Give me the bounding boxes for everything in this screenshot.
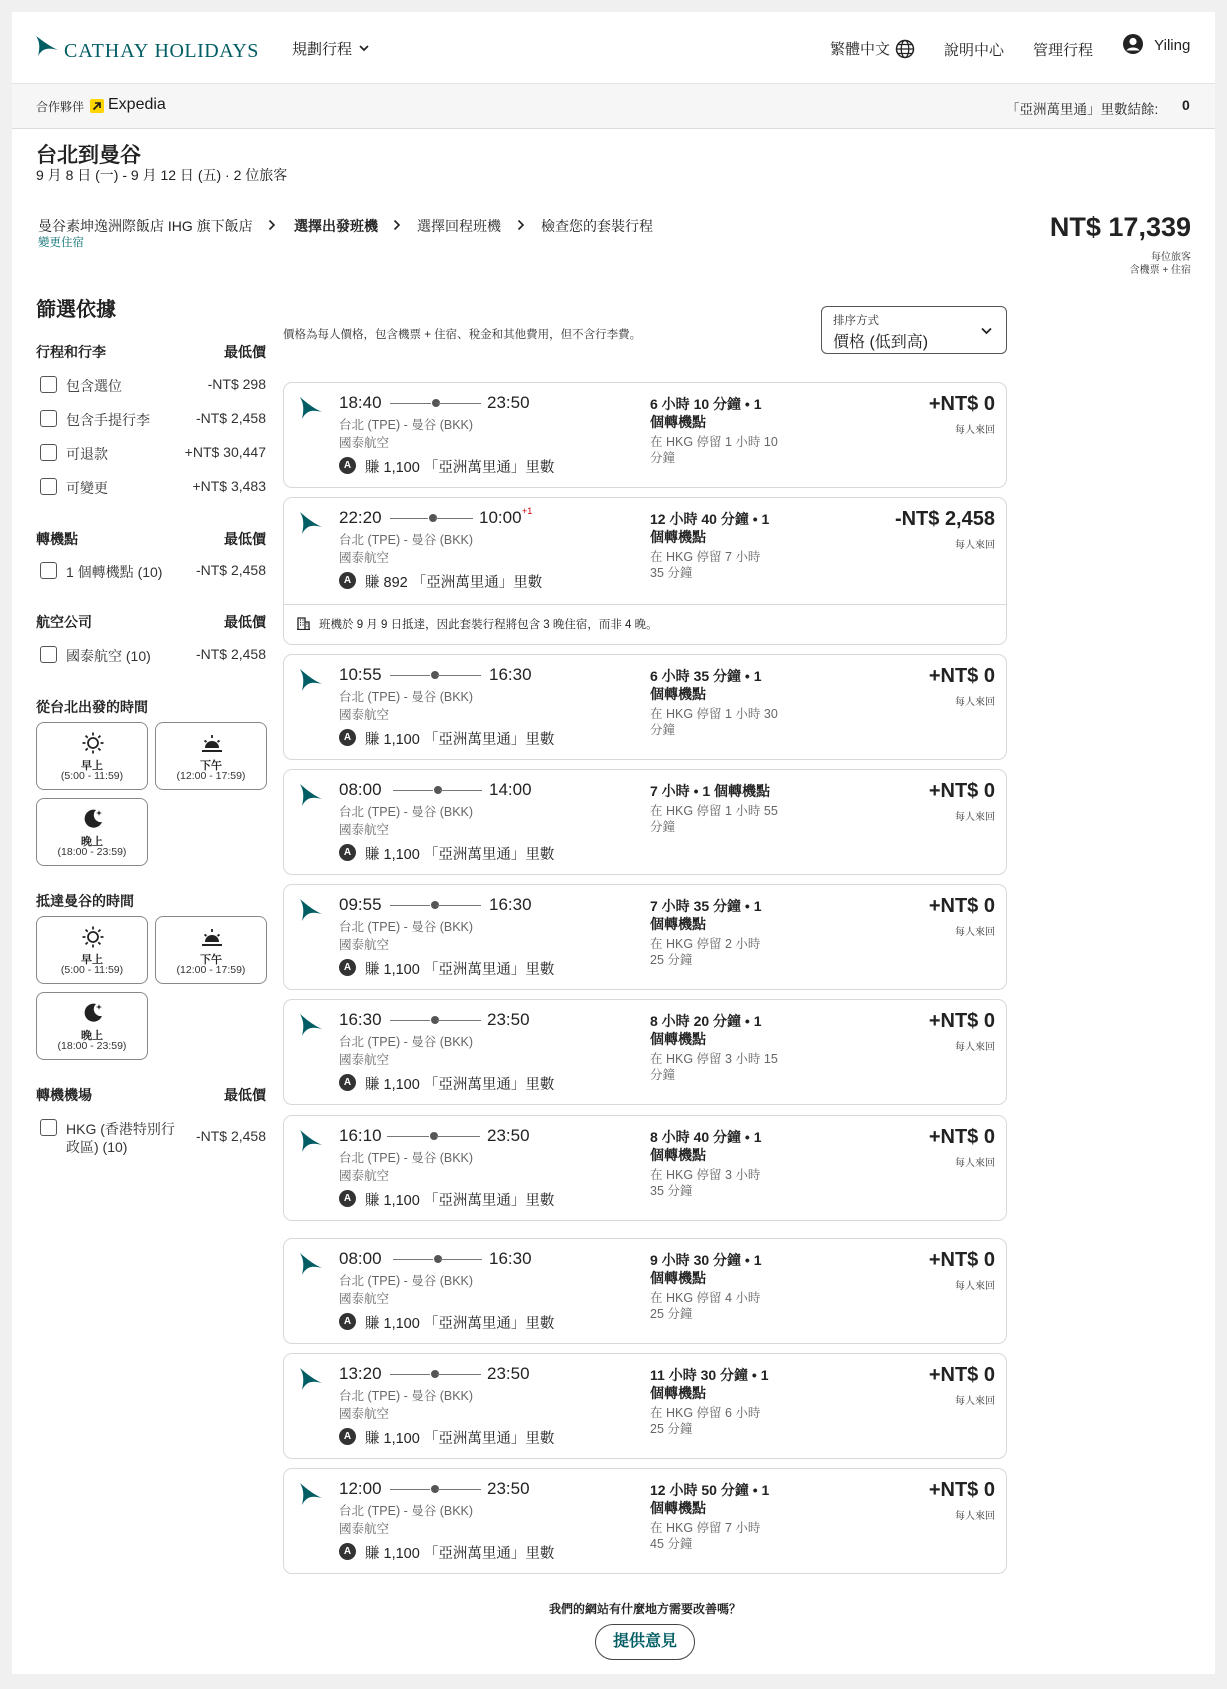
arrive-time: 14:00 bbox=[489, 780, 532, 799]
flight-route: 台北 (TPE) - 曼谷 (BKK) bbox=[339, 1274, 474, 1288]
brand-suffix: HOLIDAYS bbox=[154, 40, 259, 62]
flight-duration bbox=[650, 1012, 780, 1048]
route-line bbox=[393, 1259, 433, 1260]
feedback-question: 我們的網站有什麼地方需要改善嗎？ bbox=[548, 1602, 741, 1616]
arrive-time: 10:00 bbox=[479, 508, 522, 527]
route-line bbox=[440, 790, 482, 791]
moon-icon bbox=[81, 1001, 105, 1025]
filter-lowest-label: 最低價 bbox=[224, 344, 266, 360]
depart-time: 09:55 bbox=[339, 895, 382, 914]
filter-option-price: -NT$ 2,458 bbox=[195, 410, 266, 426]
layover-line1: 在 HKG 停留 6 小時 bbox=[650, 1406, 761, 1420]
filter-lowest-label: 最低價 bbox=[224, 1087, 266, 1103]
flight-card[interactable] bbox=[283, 884, 1007, 990]
filter-option-label: 可退款 bbox=[66, 446, 108, 462]
time-label: 下午 bbox=[200, 760, 222, 772]
miles-earned: 賺 1,100 「亞洲萬里通」里數 bbox=[365, 460, 555, 476]
duration-line2: 個轉機點 bbox=[650, 1031, 706, 1047]
checkbox[interactable] bbox=[40, 478, 57, 495]
arrive-time: 23:50 bbox=[487, 1479, 530, 1498]
flight-card[interactable] bbox=[283, 999, 1007, 1105]
layover-line2: 25 分鐘 bbox=[650, 1422, 693, 1436]
flight-route: 台北 (TPE) - 曼谷 (BKK) bbox=[339, 920, 474, 934]
asia-miles-icon: A bbox=[339, 1543, 356, 1560]
trip-dates: 9 月 8 日 (一) - 9 月 12 日 (五) · 2 位旅客 bbox=[36, 167, 288, 183]
route-line bbox=[436, 1136, 480, 1137]
checkbox[interactable] bbox=[40, 1119, 57, 1136]
partner-bar bbox=[12, 84, 1215, 129]
time-range: (18:00 - 23:59) bbox=[57, 1040, 127, 1052]
plan-trip-label: 規劃行程 bbox=[292, 41, 353, 58]
flight-card[interactable] bbox=[283, 1468, 1007, 1574]
filter-depart-time-title: 從台北出發的時間 bbox=[36, 699, 148, 715]
arrive-time: 23:50 bbox=[487, 1010, 530, 1029]
top-navigation bbox=[12, 12, 1215, 84]
filter-stops-title: 轉機點 bbox=[36, 531, 78, 547]
route-line bbox=[437, 905, 481, 906]
filter-title: 篩選依據 bbox=[36, 299, 116, 321]
duration-line1: 6 小時 10 分鐘 • 1 bbox=[650, 396, 762, 412]
duration-line2: 個轉機點 bbox=[650, 916, 706, 932]
flight-airline: 國泰航空 bbox=[339, 551, 390, 565]
asia-miles-icon: A bbox=[339, 1074, 356, 1091]
sun-icon bbox=[81, 731, 105, 755]
arrive-time: 23:50 bbox=[487, 1126, 530, 1145]
filter-option-label: HKG (香港特別行 bbox=[66, 1121, 175, 1137]
layover-info bbox=[650, 1290, 785, 1322]
flight-price: +NT$ 0 bbox=[928, 1479, 995, 1501]
cathay-airline-icon bbox=[298, 1251, 324, 1279]
filter-baggage-title: 行程和行李 bbox=[36, 344, 106, 360]
duration-line2: 個轉機點 bbox=[650, 1270, 706, 1286]
duration-line1: 7 小時 35 分鐘 • 1 bbox=[650, 898, 762, 914]
layover-info bbox=[650, 1051, 785, 1083]
layover-line2: 分鐘 bbox=[650, 723, 676, 737]
filter-option-label-line2: 政區) (10) bbox=[66, 1139, 128, 1155]
time-label: 下午 bbox=[200, 954, 222, 966]
flight-price: +NT$ 0 bbox=[928, 1249, 995, 1271]
layover-info bbox=[650, 936, 785, 968]
flight-airline: 國泰航空 bbox=[339, 938, 390, 952]
asia-miles-icon: A bbox=[339, 959, 356, 976]
partner-name: Expedia bbox=[108, 96, 166, 113]
flight-duration bbox=[650, 1366, 780, 1402]
arrival-notice: 班機於 9 月 9 日抵達，因此套裝行程將包含 3 晚住宿，而非 4 晚。 bbox=[319, 619, 658, 631]
miles-earned: 賺 1,100 「亞洲萬里通」里數 bbox=[365, 1546, 555, 1562]
sunset-icon bbox=[200, 925, 224, 949]
flight-price: +NT$ 0 bbox=[928, 1126, 995, 1148]
price-per-person: 每人來回 bbox=[955, 812, 995, 823]
price-per-person: 每人來回 bbox=[955, 540, 995, 551]
flight-card[interactable] bbox=[283, 654, 1007, 760]
depart-time: 22:20 bbox=[339, 508, 382, 527]
flight-route: 台北 (TPE) - 曼谷 (BKK) bbox=[339, 533, 474, 547]
flight-route: 台北 (TPE) - 曼谷 (BKK) bbox=[339, 418, 474, 432]
asia-miles-icon: A bbox=[339, 1428, 356, 1445]
price-per-person: 每人來回 bbox=[955, 1396, 995, 1407]
flight-duration bbox=[650, 395, 780, 431]
flight-route: 台北 (TPE) - 曼谷 (BKK) bbox=[339, 1389, 474, 1403]
flight-price: +NT$ 0 bbox=[928, 1010, 995, 1032]
depart-morning-button[interactable] bbox=[36, 722, 148, 790]
cathay-logo[interactable] bbox=[34, 32, 264, 66]
partner-label: 合作夥伴 bbox=[36, 100, 85, 114]
duration-line1: 8 小時 40 分鐘 • 1 bbox=[650, 1129, 762, 1145]
flight-route: 台北 (TPE) - 曼谷 (BKK) bbox=[339, 805, 474, 819]
layover-line2: 35 分鐘 bbox=[650, 566, 693, 580]
cathay-airline-icon bbox=[298, 667, 324, 695]
time-range: (5:00 - 11:59) bbox=[60, 964, 124, 976]
filter-arrive-time-title: 抵達曼谷的時間 bbox=[36, 893, 134, 909]
layover-line2: 45 分鐘 bbox=[650, 1537, 693, 1551]
chevron-right-icon bbox=[268, 219, 276, 231]
layover-info bbox=[650, 549, 785, 581]
route-line bbox=[390, 1489, 430, 1490]
flight-price: +NT$ 0 bbox=[928, 1364, 995, 1386]
total-price: NT$ 17,339 bbox=[1049, 212, 1191, 242]
flight-price: +NT$ 0 bbox=[928, 393, 995, 415]
flight-duration bbox=[650, 510, 780, 546]
flight-airline: 國泰航空 bbox=[339, 1407, 390, 1421]
layover-info bbox=[650, 803, 785, 835]
depart-time: 12:00 bbox=[339, 1479, 382, 1498]
price-per-person: 每人來回 bbox=[955, 927, 995, 938]
depart-time: 16:30 bbox=[339, 1010, 382, 1029]
route-line bbox=[390, 518, 428, 519]
cathay-airline-icon bbox=[298, 1128, 324, 1156]
miles-balance-value: 0 bbox=[1182, 97, 1190, 113]
layover-line2: 25 分鐘 bbox=[650, 1307, 693, 1321]
route-line bbox=[437, 675, 481, 676]
time-label: 早上 bbox=[81, 954, 103, 966]
route-line bbox=[440, 1259, 482, 1260]
filter-option-label: 包含手提行李 bbox=[66, 412, 150, 428]
breadcrumb-step-return: 選擇回程班機 bbox=[417, 218, 501, 234]
layover-line2: 分鐘 bbox=[650, 451, 676, 465]
sun-icon bbox=[81, 925, 105, 949]
cathay-airline-icon bbox=[298, 782, 324, 810]
duration-line1: 12 小時 50 分鐘 • 1 bbox=[650, 1482, 770, 1498]
filter-option-price: -NT$ 2,458 bbox=[195, 646, 266, 662]
globe-icon bbox=[895, 39, 915, 59]
asia-miles-icon: A bbox=[339, 1190, 356, 1207]
miles-earned: 賺 1,100 「亞洲萬里通」里數 bbox=[365, 1316, 555, 1332]
duration-line2: 個轉機點 bbox=[650, 414, 706, 430]
brushwing-icon bbox=[34, 34, 60, 60]
asia-miles-icon: A bbox=[339, 1313, 356, 1330]
filter-option-price: -NT$ 2,458 bbox=[195, 1128, 266, 1144]
total-price-per: 每位旅客 bbox=[1151, 252, 1191, 263]
price-per-person: 每人來回 bbox=[955, 425, 995, 436]
flight-airline: 國泰航空 bbox=[339, 1522, 390, 1536]
chevron-down-icon bbox=[981, 327, 992, 335]
miles-earned: 賺 1,100 「亞洲萬里通」里數 bbox=[365, 847, 555, 863]
flight-duration bbox=[650, 897, 780, 933]
route-line bbox=[437, 1374, 481, 1375]
arrive-time: 16:30 bbox=[489, 895, 532, 914]
miles-earned: 賺 892 「亞洲萬里通」里數 bbox=[365, 575, 543, 591]
price-per-person: 每人來回 bbox=[955, 1158, 995, 1169]
layover-line1: 在 HKG 停留 7 小時 bbox=[650, 550, 761, 564]
arrive-afternoon-button[interactable] bbox=[155, 916, 267, 984]
route-line bbox=[387, 1136, 429, 1137]
flight-duration bbox=[650, 1128, 780, 1164]
layover-info bbox=[650, 706, 785, 738]
depart-time: 08:00 bbox=[339, 1249, 382, 1268]
brand-name: CATHAY bbox=[64, 40, 149, 62]
flight-duration bbox=[650, 1251, 780, 1287]
flight-airline: 國泰航空 bbox=[339, 1292, 390, 1306]
filter-option-label: 國泰航空 (10) bbox=[66, 648, 151, 664]
miles-earned: 賺 1,100 「亞洲萬里通」里數 bbox=[365, 732, 555, 748]
layover-line1: 在 HKG 停留 2 小時 bbox=[650, 937, 761, 951]
duration-line1: 9 小時 30 分鐘 • 1 bbox=[650, 1252, 762, 1268]
time-range: (18:00 - 23:59) bbox=[57, 846, 127, 858]
flight-price: +NT$ 0 bbox=[928, 780, 995, 802]
breadcrumb-step-review: 檢查您的套裝行程 bbox=[541, 218, 653, 234]
arrive-time: 16:30 bbox=[489, 665, 532, 684]
card-divider bbox=[284, 604, 1006, 605]
flight-airline: 國泰航空 bbox=[339, 436, 390, 450]
layover-line1: 在 HKG 停留 1 小時 55 bbox=[650, 804, 778, 818]
layover-line2: 分鐘 bbox=[650, 1068, 676, 1082]
flight-route: 台北 (TPE) - 曼谷 (BKK) bbox=[339, 690, 474, 704]
flight-card[interactable] bbox=[283, 1353, 1007, 1459]
layover-info bbox=[650, 434, 785, 466]
layover-info bbox=[650, 1520, 785, 1552]
chevron-down-icon bbox=[359, 45, 369, 52]
filter-option-label: 可變更 bbox=[66, 480, 108, 496]
filter-option-price: -NT$ 2,458 bbox=[195, 562, 266, 578]
duration-line1: 12 小時 40 分鐘 • 1 bbox=[650, 511, 770, 527]
sort-label: 排序方式 bbox=[833, 315, 879, 327]
route-line bbox=[393, 790, 433, 791]
price-note: 價格為每人價格，包含機票 + 住宿、稅金和其他費用，但不含行李費。 bbox=[283, 329, 642, 341]
flight-card[interactable] bbox=[283, 1115, 1007, 1221]
filter-lowest-label: 最低價 bbox=[224, 614, 266, 630]
miles-balance-label: 「亞洲萬里通」里數結餘: bbox=[1006, 102, 1159, 117]
flight-airline: 國泰航空 bbox=[339, 708, 390, 722]
cathay-airline-icon bbox=[298, 1366, 324, 1394]
cathay-airline-icon bbox=[298, 897, 324, 925]
sunset-icon bbox=[200, 731, 224, 755]
layover-info bbox=[650, 1405, 785, 1437]
layover-line1: 在 HKG 停留 3 小時 bbox=[650, 1168, 761, 1182]
moon-icon bbox=[81, 807, 105, 831]
layover-line1: 在 HKG 停留 1 小時 10 bbox=[650, 435, 778, 449]
user-account-menu[interactable] bbox=[1122, 33, 1190, 55]
layover-line1: 在 HKG 停留 4 小時 bbox=[650, 1291, 761, 1305]
language-selector[interactable] bbox=[830, 38, 915, 59]
duration-line2: 個轉機點 bbox=[650, 686, 706, 702]
duration-line2: 個轉機點 bbox=[650, 1500, 706, 1516]
language-label: 繁體中文 bbox=[830, 41, 891, 58]
expedia-logo-icon bbox=[90, 99, 104, 113]
flight-airline: 國泰航空 bbox=[339, 1053, 390, 1067]
checkbox[interactable] bbox=[40, 444, 57, 461]
price-per-person: 每人來回 bbox=[955, 1042, 995, 1053]
hotel-building-icon bbox=[297, 617, 310, 630]
arrive-time: 23:50 bbox=[487, 393, 530, 412]
price-per-person: 每人來回 bbox=[955, 697, 995, 708]
filter-option-label: 1 個轉機點 (10) bbox=[66, 564, 163, 580]
depart-time: 18:40 bbox=[339, 393, 382, 412]
checkbox[interactable] bbox=[40, 376, 57, 393]
flight-route: 台北 (TPE) - 曼谷 (BKK) bbox=[339, 1504, 474, 1518]
flight-duration bbox=[650, 667, 780, 703]
flight-card[interactable] bbox=[283, 382, 1007, 488]
duration-line1: 8 小時 20 分鐘 • 1 bbox=[650, 1013, 762, 1029]
user-avatar-icon bbox=[1122, 33, 1144, 55]
chevron-right-icon bbox=[517, 219, 525, 231]
cathay-airline-icon bbox=[298, 1012, 324, 1040]
layover-line2: 35 分鐘 bbox=[650, 1184, 693, 1198]
flight-duration bbox=[650, 1481, 780, 1517]
filter-airline-title: 航空公司 bbox=[36, 614, 92, 630]
flight-card[interactable] bbox=[283, 769, 1007, 875]
route-line bbox=[390, 905, 430, 906]
miles-earned: 賺 1,100 「亞洲萬里通」里數 bbox=[365, 1077, 555, 1093]
flight-price: +NT$ 0 bbox=[928, 665, 995, 687]
total-price-includes: 含機票 + 住宿 bbox=[1129, 265, 1191, 276]
chevron-right-icon bbox=[393, 219, 401, 231]
cathay-airline-icon bbox=[298, 510, 324, 538]
checkbox[interactable] bbox=[40, 562, 57, 579]
asia-miles-icon: A bbox=[339, 457, 356, 474]
breadcrumb-hotel: 曼谷素坤逸洲際飯店 IHG 旗下飯店 bbox=[38, 218, 253, 234]
flight-airline: 國泰航空 bbox=[339, 1169, 390, 1183]
route-line bbox=[435, 518, 473, 519]
user-name: Yiling bbox=[1154, 37, 1191, 54]
depart-time: 13:20 bbox=[339, 1364, 382, 1383]
plan-trip-menu[interactable] bbox=[292, 38, 369, 59]
trip-title: 台北到曼谷 bbox=[36, 144, 141, 167]
layover-line2: 分鐘 bbox=[650, 820, 676, 834]
route-line bbox=[437, 1020, 481, 1021]
duration-line1: 11 小時 30 分鐘 • 1 bbox=[650, 1367, 769, 1383]
help-center-link[interactable]: 說明中心 bbox=[944, 42, 1005, 59]
cathay-airline-icon bbox=[298, 1481, 324, 1509]
asia-miles-icon: A bbox=[339, 729, 356, 746]
price-per-person: 每人來回 bbox=[955, 1511, 995, 1522]
route-line bbox=[390, 675, 430, 676]
breadcrumb-step-depart: 選擇出發班機 bbox=[294, 218, 378, 234]
filter-option-label: 包含選位 bbox=[66, 378, 122, 394]
asia-miles-icon: A bbox=[339, 572, 356, 589]
miles-earned: 賺 1,100 「亞洲萬里通」里數 bbox=[365, 962, 555, 978]
sort-value: 價格 (低到高) bbox=[833, 334, 929, 351]
price-per-person: 每人來回 bbox=[955, 1281, 995, 1292]
time-label: 晚上 bbox=[81, 836, 103, 848]
depart-afternoon-button[interactable] bbox=[155, 722, 267, 790]
flight-card[interactable] bbox=[283, 1238, 1007, 1344]
flight-price: -NT$ 2,458 bbox=[894, 508, 995, 530]
miles-earned: 賺 1,100 「亞洲萬里通」里數 bbox=[365, 1193, 555, 1209]
duration-line2: 個轉機點 bbox=[650, 1147, 706, 1163]
layover-line1: 在 HKG 停留 7 小時 bbox=[650, 1521, 761, 1535]
route-line bbox=[438, 403, 481, 404]
route-line bbox=[390, 1374, 430, 1375]
filter-option-price: +NT$ 3,483 bbox=[192, 478, 266, 494]
flight-route: 台北 (TPE) - 曼谷 (BKK) bbox=[339, 1035, 474, 1049]
flight-price: +NT$ 0 bbox=[928, 895, 995, 917]
depart-time: 16:10 bbox=[339, 1126, 382, 1145]
depart-time: 08:00 bbox=[339, 780, 382, 799]
duration-line2: 個轉機點 bbox=[650, 529, 706, 545]
time-range: (5:00 - 11:59) bbox=[60, 770, 124, 782]
duration-line2: 個轉機點 bbox=[650, 1385, 706, 1401]
next-day-badge: +1 bbox=[522, 506, 533, 516]
filter-lowest-label: 最低價 bbox=[224, 531, 266, 547]
flight-card[interactable] bbox=[283, 497, 1007, 645]
filter-option-price: +NT$ 30,447 bbox=[184, 444, 266, 460]
layover-line1: 在 HKG 停留 1 小時 30 bbox=[650, 707, 778, 721]
filter-airport-title: 轉機機場 bbox=[36, 1087, 92, 1103]
flight-route: 台北 (TPE) - 曼谷 (BKK) bbox=[339, 1151, 474, 1165]
flight-airline: 國泰航空 bbox=[339, 823, 390, 837]
depart-evening-button[interactable] bbox=[36, 798, 148, 866]
cathay-airline-icon bbox=[298, 395, 324, 423]
manage-trip-link[interactable]: 管理行程 bbox=[1033, 42, 1094, 59]
duration-line1: 7 小時 • 1 個轉機點 bbox=[650, 783, 771, 799]
feedback-button[interactable]: 提供意見 bbox=[595, 1624, 695, 1660]
layover-line1: 在 HKG 停留 3 小時 15 bbox=[650, 1052, 778, 1066]
flight-duration bbox=[650, 782, 780, 800]
asia-miles-icon: A bbox=[339, 844, 356, 861]
duration-line1: 6 小時 35 分鐘 • 1 bbox=[650, 668, 762, 684]
time-range: (12:00 - 17:59) bbox=[176, 964, 246, 976]
route-line bbox=[390, 403, 431, 404]
arrive-time: 16:30 bbox=[489, 1249, 532, 1268]
arrive-time: 23:50 bbox=[487, 1364, 530, 1383]
route-line bbox=[437, 1489, 481, 1490]
sort-select[interactable] bbox=[821, 306, 1007, 354]
arrive-morning-button[interactable] bbox=[36, 916, 148, 984]
checkbox[interactable] bbox=[40, 646, 57, 663]
time-range: (12:00 - 17:59) bbox=[176, 770, 246, 782]
time-label: 晚上 bbox=[81, 1030, 103, 1042]
change-hotel-link[interactable]: 變更住宿 bbox=[38, 237, 84, 249]
route-line bbox=[390, 1020, 430, 1021]
layover-info bbox=[650, 1167, 785, 1199]
arrive-evening-button[interactable] bbox=[36, 992, 148, 1060]
time-label: 早上 bbox=[81, 760, 103, 772]
layover-line2: 25 分鐘 bbox=[650, 953, 693, 967]
filter-option-price: -NT$ 298 bbox=[207, 376, 266, 392]
depart-time: 10:55 bbox=[339, 665, 382, 684]
checkbox[interactable] bbox=[40, 410, 57, 427]
miles-earned: 賺 1,100 「亞洲萬里通」里數 bbox=[365, 1431, 555, 1447]
